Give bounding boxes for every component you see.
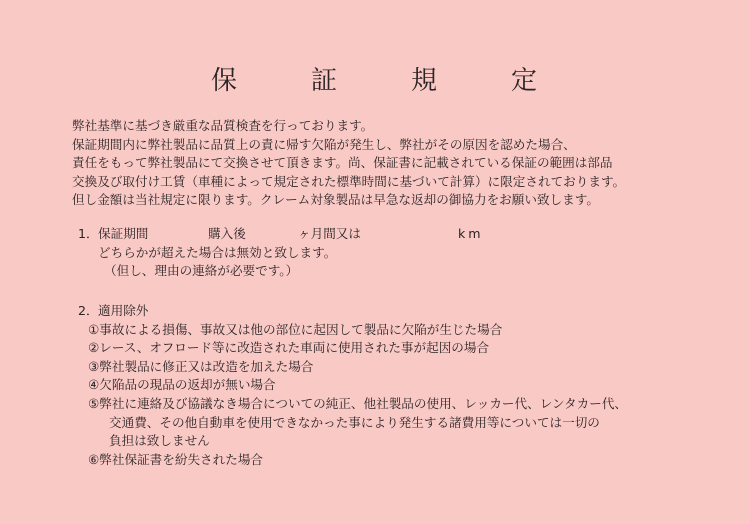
exclusion-item: ⑤弊社に連絡及び協議なき場合についての純正、他社製品の使用、レッカー代、レンタカー代、 bbox=[88, 395, 628, 411]
exclusions-heading bbox=[78, 302, 627, 321]
section-warranty-period bbox=[78, 225, 484, 281]
title-char: 証 bbox=[310, 66, 339, 96]
warranty-period-line bbox=[78, 225, 484, 244]
exclusion-item: ④欠陥品の現品の返却が無い場合 bbox=[88, 377, 276, 393]
section-exclusions bbox=[78, 302, 627, 469]
section-label: 保証期間 bbox=[98, 226, 149, 241]
title-char: 定 bbox=[511, 66, 540, 96]
exclusion-item-continuation: 交通費、その他自動車を使用できなかった事により発生する諸費用等については一切の bbox=[109, 414, 600, 430]
section-number: 2． bbox=[78, 303, 99, 318]
title-char: 保 bbox=[210, 66, 239, 96]
exclusion-item: ③弊社製品に修正又は改造を加えた場合 bbox=[88, 358, 314, 374]
purchase-text: 購入後 bbox=[208, 226, 246, 241]
warranty-invalid-line: どちらかが超えた場合は無効と致します。 bbox=[98, 244, 337, 260]
section-label: 適用除外 bbox=[98, 303, 149, 318]
intro-line: 保証期間内に弊社製品に品質上の責に帰す欠陥が発生し、弊社がその原因を認めた場合、 bbox=[72, 136, 576, 152]
page-title bbox=[0, 60, 750, 97]
intro-line: 但し金額は当社規定に限ります。クレーム対象製品は早急な返却の御協力をお願い致します。 bbox=[72, 192, 599, 208]
section-number: 1． bbox=[78, 226, 99, 241]
intro-line: 交換及び取付け工賃（車種によって規定された標準時間に基づいて計算）に限定されております。 bbox=[72, 173, 626, 189]
title-char: 規 bbox=[411, 66, 440, 96]
warranty-note-line: （但し、理由の連絡が必要です。） bbox=[104, 263, 299, 279]
km-text: km bbox=[458, 226, 484, 241]
intro-paragraph bbox=[72, 117, 732, 210]
intro-line: 責任をもって弊社製品にて交換させて頂きます。尚、保証書に記載されている保証の範囲は部品 bbox=[72, 155, 613, 171]
exclusion-item: ⑥弊社保証書を紛失された場合 bbox=[88, 451, 264, 467]
exclusion-item-continuation: 負担は致しません bbox=[109, 433, 210, 449]
exclusion-item: ①事故による損傷、事故又は他の部位に起因して製品に欠陥が生じた場合 bbox=[88, 321, 503, 337]
exclusion-item: ②レース、オフロード等に改造された車両に使用された事が起因の場合 bbox=[88, 340, 490, 356]
intro-line: 弊社基準に基づき厳重な品質検査を行っております。 bbox=[72, 118, 374, 133]
months-text: ヶ月間又は bbox=[298, 226, 361, 241]
